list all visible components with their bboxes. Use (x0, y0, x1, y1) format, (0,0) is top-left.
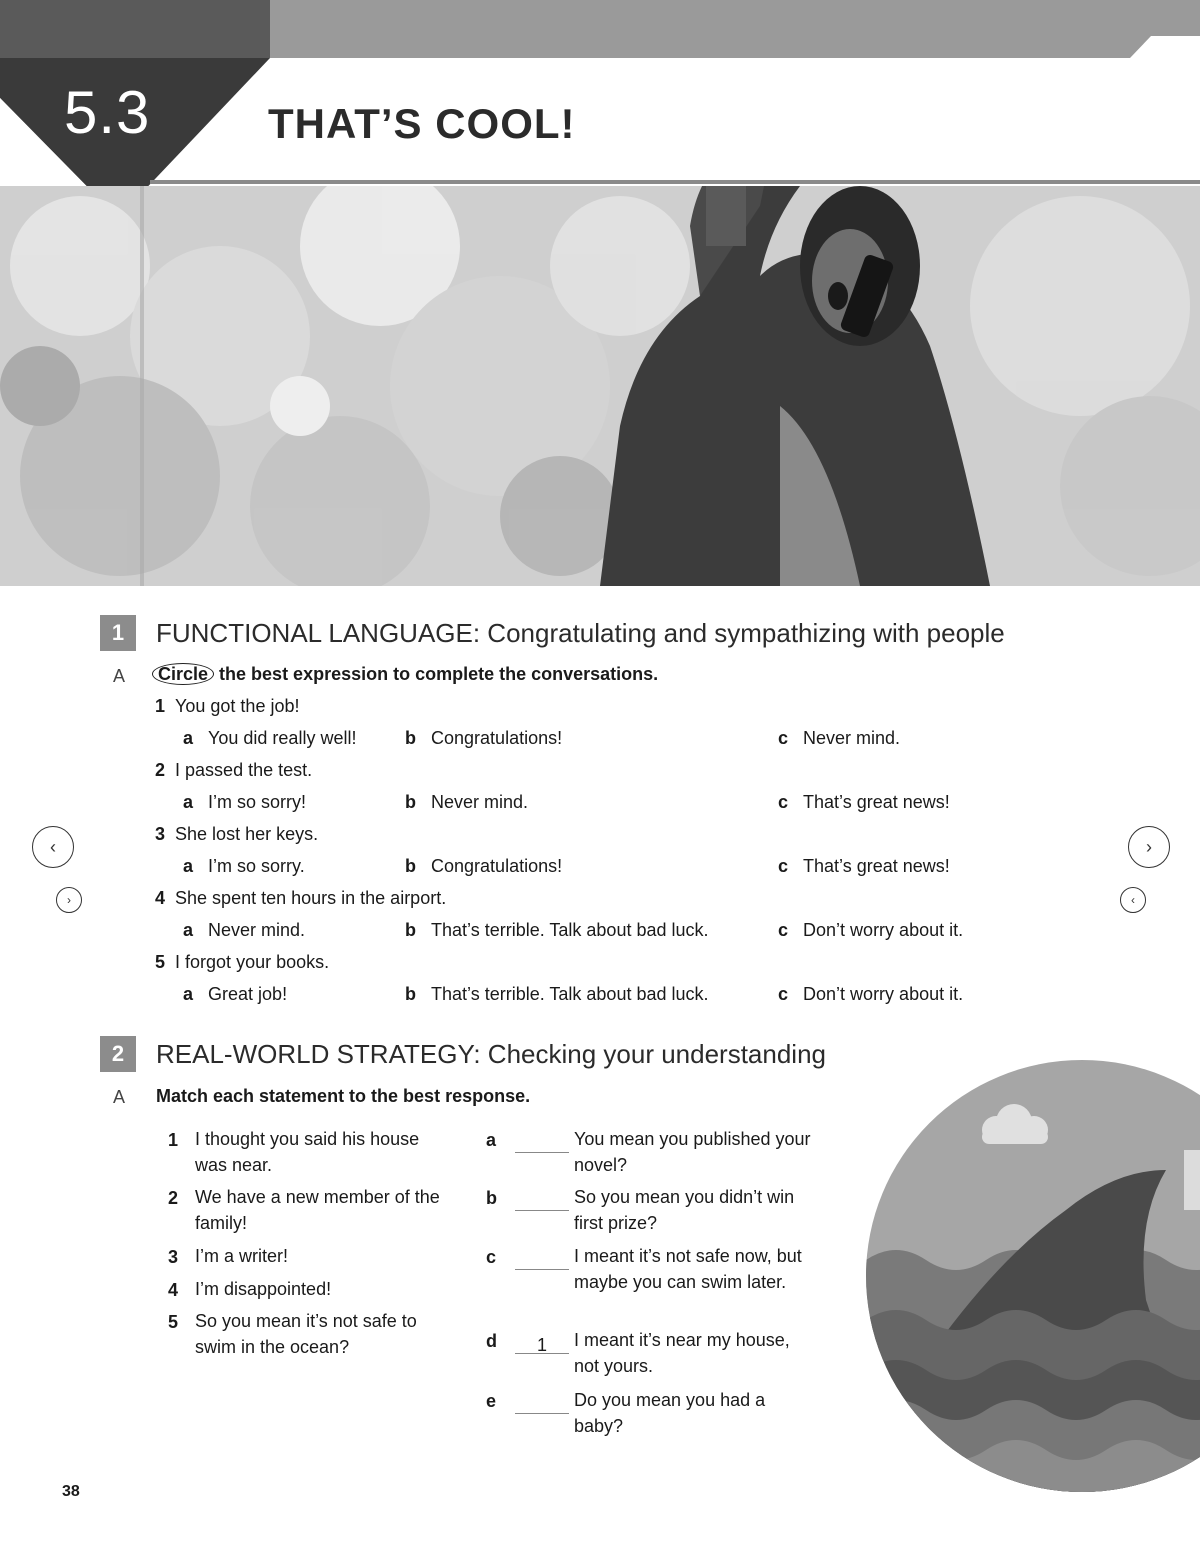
response-letter: a (486, 1130, 497, 1150)
option-3a[interactable] (183, 856, 305, 877)
option-letter: c (778, 728, 789, 748)
question-prompt: You got the job! (175, 696, 300, 716)
question-number: 1 (155, 696, 166, 716)
title-rule (150, 180, 1200, 184)
statement-number: 3 (168, 1247, 179, 1267)
option-text: Don’t worry about it. (803, 984, 964, 1004)
question-1 (155, 696, 299, 717)
option-2b[interactable] (405, 792, 528, 813)
next-page-button[interactable]: › (1128, 826, 1170, 868)
response-a: You mean you published your novel? (574, 1129, 811, 1175)
instruction-text: the best expression to complete the conversations. (219, 664, 659, 684)
option-4a[interactable] (183, 920, 305, 941)
statement-2: We have a new member of the family! (195, 1187, 440, 1233)
response-c: I meant it’s not safe now, but maybe you can swim later. (574, 1246, 802, 1292)
banner-light-segment (270, 0, 1200, 58)
option-2a[interactable] (183, 792, 306, 813)
option-1b[interactable] (405, 728, 562, 749)
response-b: So you mean you didn’t win first prize? (574, 1187, 795, 1233)
option-text: Never mind. (803, 728, 901, 748)
statement-number: 4 (168, 1280, 179, 1300)
page-number: 38 (62, 1483, 80, 1500)
answer-blank-c[interactable] (515, 1249, 569, 1270)
question-number: 4 (155, 888, 166, 908)
response-d: I meant it’s near my house, not yours. (574, 1330, 790, 1376)
answer-blank-a[interactable] (515, 1132, 569, 1153)
prev-small-button[interactable]: ‹ (1120, 887, 1146, 913)
answer-value (515, 1134, 569, 1153)
statement-number: 2 (168, 1188, 179, 1208)
next-small-button[interactable]: › (56, 887, 82, 913)
section-1-instruction (152, 664, 658, 685)
option-letter: b (405, 856, 416, 876)
option-letter: c (778, 792, 789, 812)
option-letter: a (183, 984, 194, 1004)
section-2-part-letter: A (113, 1087, 126, 1107)
answer-value (515, 1192, 569, 1211)
question-3 (155, 824, 318, 845)
answer-value: 1 (515, 1335, 569, 1354)
response-letter: c (486, 1247, 497, 1267)
option-5a[interactable] (183, 984, 287, 1005)
prev-page-button[interactable]: ‹ (32, 826, 74, 868)
answer-blank-d[interactable] (515, 1333, 569, 1354)
section-1-heading (100, 615, 1005, 651)
option-5b[interactable] (405, 984, 709, 1005)
question-prompt: I forgot your books. (175, 952, 330, 972)
option-text: You did really well! (208, 728, 357, 748)
top-banner (0, 0, 1200, 58)
section-1-title: FUNCTIONAL LANGUAGE: Congratulating and sympathizing with people (156, 617, 1005, 648)
lesson-title: THAT’S COOL! (268, 100, 576, 147)
question-prompt: She lost her keys. (175, 824, 319, 844)
response-e: Do you mean you had a baby? (574, 1390, 766, 1436)
hero-photo (0, 186, 1200, 586)
statement-number: 5 (168, 1312, 179, 1332)
lesson-number: 5.3 (64, 79, 151, 146)
question-2 (155, 760, 312, 781)
option-text: I’m so sorry. (208, 856, 305, 876)
response-letter: d (486, 1331, 497, 1351)
statement-3: I’m a writer! (195, 1246, 289, 1266)
section-2-instruction: Match each statement to the best response. (156, 1086, 531, 1106)
instruction-circle-word: Circle (152, 663, 214, 685)
option-3c[interactable] (778, 856, 950, 877)
answer-blank-e[interactable] (515, 1393, 569, 1414)
option-text: That’s great news! (803, 856, 950, 876)
option-text: Don’t worry about it. (803, 920, 964, 940)
response-letter: e (486, 1391, 497, 1411)
option-4c[interactable] (778, 920, 963, 941)
option-text: I’m so sorry! (208, 792, 307, 812)
section-2-title: REAL-WORLD STRATEGY: Checking your understanding (156, 1038, 827, 1069)
answer-blank-b[interactable] (515, 1190, 569, 1211)
question-number: 3 (155, 824, 166, 844)
shark-fin-illustration (866, 1060, 1200, 1500)
question-prompt: She spent ten hours in the airport. (175, 888, 447, 908)
question-number: 5 (155, 952, 166, 972)
question-4 (155, 888, 446, 909)
option-letter: c (778, 984, 789, 1004)
section-1-part-letter: A (113, 666, 126, 686)
option-letter: a (183, 728, 194, 748)
option-letter: a (183, 792, 194, 812)
option-4b[interactable] (405, 920, 709, 941)
question-prompt: I passed the test. (175, 760, 313, 780)
statement-4: I’m disappointed! (195, 1279, 332, 1299)
option-letter: b (405, 792, 416, 812)
option-text: Great job! (208, 984, 288, 1004)
section-1-number: 1 (100, 615, 136, 651)
option-text: Never mind. (208, 920, 306, 940)
option-text: That’s great news! (803, 792, 950, 812)
option-text: Never mind. (431, 792, 529, 812)
statement-1: I thought you said his house was near. (195, 1129, 420, 1175)
option-letter: b (405, 984, 416, 1004)
option-1c[interactable] (778, 728, 900, 749)
response-letter: b (486, 1188, 497, 1208)
statement-number: 1 (168, 1130, 179, 1150)
statement-5: So you mean it’s not safe to swim in the ocean? (195, 1311, 417, 1357)
option-letter: c (778, 920, 789, 940)
option-3b[interactable] (405, 856, 562, 877)
section-2-heading (100, 1036, 826, 1072)
option-2c[interactable] (778, 792, 950, 813)
question-5 (155, 952, 329, 973)
option-letter: b (405, 728, 416, 748)
option-text: That’s terrible. Talk about bad luck. (431, 984, 709, 1004)
option-1a[interactable] (183, 728, 356, 749)
option-5c[interactable] (778, 984, 963, 1005)
option-letter: b (405, 920, 416, 940)
answer-value (515, 1395, 569, 1414)
question-number: 2 (155, 760, 166, 780)
option-text: Congratulations! (431, 856, 563, 876)
option-letter: a (183, 856, 194, 876)
option-text: Congratulations! (431, 728, 563, 748)
option-letter: a (183, 920, 194, 940)
section-2-number: 2 (100, 1036, 136, 1072)
option-letter: c (778, 856, 789, 876)
option-text: That’s terrible. Talk about bad luck. (431, 920, 709, 940)
answer-value (515, 1251, 569, 1270)
